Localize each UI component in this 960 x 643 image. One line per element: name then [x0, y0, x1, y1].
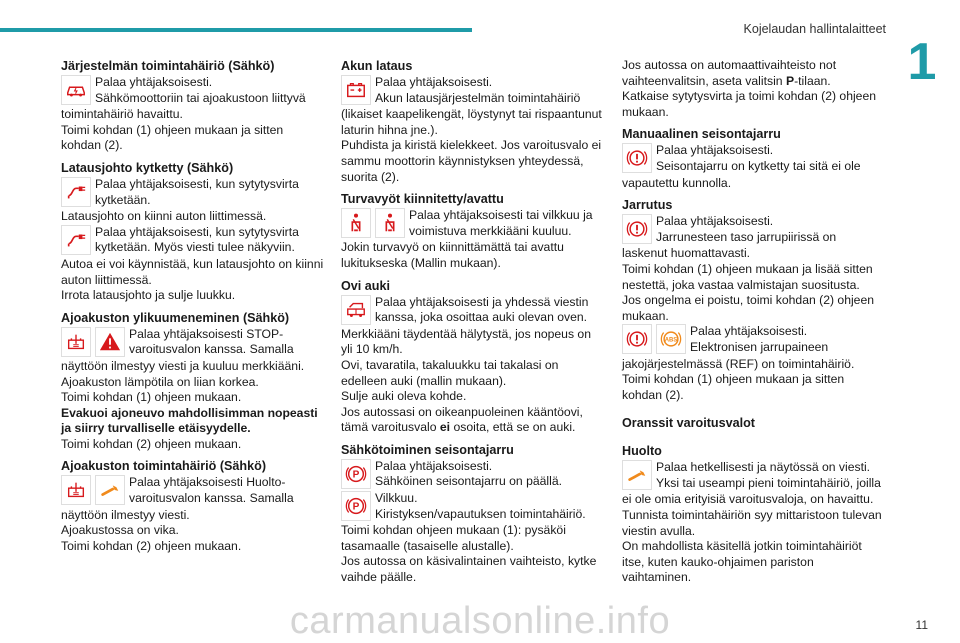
- entry-text: Palaa yhtäjaksoisesti ja yhdessä viestin kanssa, joka osoittaa auki olevan oven.: [375, 294, 589, 325]
- door-open-icon: [341, 295, 371, 325]
- entry-body: [341, 327, 603, 436]
- section-title: Latausjohto kytketty (Sähkö): [61, 160, 234, 175]
- entry-body-text: Merkkiääni täydentää hälytystä, jos nopeus on yli 10 km/h. Ovi, tavaratila, takaluukku tai takalasi on edelleen auki (mallin mukaan). Sulje auki oleva kohde. Jos autossasi on oikeanpuoleinen kääntöovi, tämä varoitusvalo: [341, 326, 591, 435]
- svg-text:ABS: ABS: [664, 337, 678, 344]
- section-title: Ajoakuston ylikuumeneminen (Sähkö): [61, 310, 290, 325]
- battery-temperature-icon: [61, 327, 91, 357]
- warning-entry: [622, 214, 884, 245]
- svg-text:P: P: [352, 501, 360, 513]
- chapter-number: 1: [907, 33, 937, 91]
- warning-entry: [341, 75, 603, 106]
- warning-entry: [341, 208, 603, 239]
- warning-entry: [622, 324, 884, 355]
- abs-icon: [656, 324, 686, 354]
- warning-entry: [61, 327, 324, 358]
- entry-bold-instruction: Evakuoi ajoneuvo mahdollisimman nopeasti ja siirry turvalliselle etäisyydelle.: [61, 405, 318, 436]
- warning-entry: [61, 475, 324, 506]
- page-header-title: Kojelaudan hallintalaitteet: [743, 22, 886, 36]
- battery-charge-icon: [341, 75, 371, 105]
- entry-body: näyttöön ilmestyy viesti. Ajoakustossa on vika. Toimi kohdan (2) ohjeen mukaan.: [61, 507, 242, 553]
- entry-text: Palaa yhtäjaksoisesti, kun sytytysvirta kytketään.: [95, 176, 299, 207]
- entry-text: Palaa yhtäjaksoisesti Huolto-varoitusvalon kanssa. Samalla: [129, 475, 294, 506]
- entry-body: Autoa ei voi käynnistää, kun latausjohto on kiinni auton liittimessä. Irrota latausjohto ja sulje luukku.: [61, 256, 324, 303]
- entry-text: Palaa yhtäjaksoisesti. Sähköinen seisontajarru on päällä.: [375, 458, 563, 489]
- warning-entry: [61, 225, 324, 256]
- entry-body: toimintahäiriö havaittu. Toimi kohdan (1) ohjeen mukaan ja sitten kohdan (2).: [61, 107, 284, 153]
- seatbelt-icon: [341, 208, 371, 238]
- entry-body: Jokin turvavyö on kiinnittämättä tai avattu lukitukseska (Mallin mukaan).: [341, 240, 564, 270]
- entry-body-tail: osoita, että se on auki.: [453, 420, 576, 435]
- electric-system-fault-icon: [61, 75, 91, 105]
- intro-text-bold: P: [785, 73, 795, 88]
- entry-text: Vilkkuu. Kiristyksen/vapautuksen toimintahäiriö.: [375, 491, 586, 521]
- entry-body-emphasis: ei: [439, 420, 451, 435]
- warning-entry: [341, 295, 603, 326]
- stop-warning-icon: [95, 327, 125, 357]
- section-title: Ajoakuston toimintahäiriö (Sähkö): [61, 459, 267, 474]
- section-title: Ovi auki: [341, 278, 390, 293]
- watermark: carmanualsonline.info: [289, 600, 671, 642]
- entry-text: Palaa yhtäjaksoisesti STOP-varoitusvalon kanssa. Samalla: [129, 326, 294, 357]
- section-title: Oranssit varoitusvalot: [622, 416, 755, 431]
- entry-body: ei ole omia erityisiä varoitusvaloja, on havaittu. Tunnista toimintahäiriön syy mittaristoon tulevan viestin avulla. On mahdollista käsitellä jotkin toimintahäiriöt itse, kuten kauko-ohjaimen pariston vaihtaminen.: [622, 492, 882, 585]
- wrench-service-icon: [622, 460, 652, 490]
- warning-entry: [622, 460, 884, 491]
- charging-plug-icon: [61, 177, 91, 207]
- svg-text:P: P: [352, 469, 360, 481]
- entry-body: jakojärjestelmässä (REF) on toimintahäiriö. Toimi kohdan (1) ohjeen mukaan ja sitten kohdan (2).: [622, 356, 855, 402]
- header-accent-bar: [0, 28, 472, 32]
- brake-warning-icon: [622, 143, 652, 173]
- section-title: Sähkötoiminen seisontajarru: [341, 442, 514, 457]
- wrench-service-icon: [95, 475, 125, 505]
- section-title: Manuaalinen seisontajarru: [622, 127, 781, 142]
- parking-brake-p-icon: [341, 491, 371, 521]
- intro-text: [622, 58, 884, 120]
- warning-entry: [341, 459, 603, 490]
- warning-entry: [61, 75, 324, 106]
- intro-text-a: Jos autossa on automaattivaihteisto not vaihteenvalitsin, aseta valitsin: [622, 58, 837, 88]
- entry-text: Palaa yhtäjaksoisesti. Elektronisen jarrupaineen: [690, 324, 829, 354]
- column-1: [61, 58, 324, 554]
- section-title: Järjestelmän toimintahäiriö (Sähkö): [61, 59, 275, 73]
- warning-entry: [341, 491, 603, 522]
- warning-entry: [61, 177, 324, 208]
- parking-brake-p-icon: [341, 459, 371, 489]
- entry-body: vapautettu kunnolla.: [622, 175, 732, 190]
- entry-body: (likaiset kaapelikengät, löystynyt tai rispaantunut laturin hihna jne.). Puhdista ja kiristä kielekkeet. Jos varoitusvalo ei sammu moottorin käynnistyksen yhteydessä, suorita (2).: [341, 107, 602, 184]
- column-3: [622, 58, 884, 586]
- seatbelt-icon: [375, 208, 405, 238]
- entry-text: Palaa yhtäjaksoisesti. Jarrunesteen taso jarrupiirissä on: [656, 214, 837, 244]
- entry-body: näyttöön ilmestyy viesti ja kuuluu merkkiääni. Ajoakuston lämpötila on liian korkea. Toimi kohdan (1) ohjeen mukaan.: [61, 358, 305, 405]
- battery-fault-icon: [61, 475, 91, 505]
- page-number: 11: [915, 618, 928, 632]
- brake-warning-icon: [622, 214, 652, 244]
- section-title: Akun lataus: [341, 59, 413, 73]
- section-title: Huolto: [622, 444, 662, 459]
- entry-text: Palaa yhtäjaksoisesti, kun sytytysvirta kytketään. Myös viesti tulee näkyviin.: [95, 224, 299, 255]
- column-2: [341, 58, 603, 586]
- warning-entry: [622, 143, 884, 174]
- entry-text: Palaa yhtäjaksoisesti. Sähkömoottoriin tai ajoakustoon liittyvä: [95, 75, 306, 105]
- entry-text: Palaa hetkellisesti ja näytössä on viesti. Yksi tai useampi pieni toimintahäiriö, joilla: [656, 460, 881, 490]
- entry-body: Toimi kohdan ohjeen mukaan (1): pysäköi tasamaalle (tasaiselle alustalle). Jos autossa on käsivalintainen vaihteisto, kytke vaihde päälle.: [341, 523, 597, 585]
- entry-body: laskenut huomattavasti. Toimi kohdan (1) ohjeen mukaan ja lisää sitten nestettä, joka vastaa valmistajan suositusta. Jos ongelma ei poistu, toimi kohdan (2) ohjeen mukaan.: [622, 246, 875, 323]
- entry-text: Palaa yhtäjaksoisesti tai vilkkuu ja voimistuva merkkiääni kuuluu.: [409, 208, 593, 238]
- section-title: Turvavyöt kiinnitetty/avattu: [341, 192, 504, 207]
- entry-body: Toimi kohdan (2) ohjeen mukaan.: [61, 436, 242, 451]
- charging-plug-icon: [61, 225, 91, 255]
- intro-text-b: -tilaan. Katkaise sytytysvirta ja toimi kohdan (2) ohjeen mukaan.: [622, 73, 877, 119]
- entry-body: Latausjohto on kiinni auton liittimessä.: [61, 209, 267, 224]
- brake-warning-icon: [622, 324, 652, 354]
- entry-text: Palaa yhtäjaksoisesti. Akun latausjärjestelmän toimintahäiriö: [375, 75, 581, 105]
- section-title: Jarrutus: [622, 198, 673, 213]
- entry-text: Palaa yhtäjaksoisesti. Seisontajarru on kytketty tai sitä ei ole: [656, 143, 861, 173]
